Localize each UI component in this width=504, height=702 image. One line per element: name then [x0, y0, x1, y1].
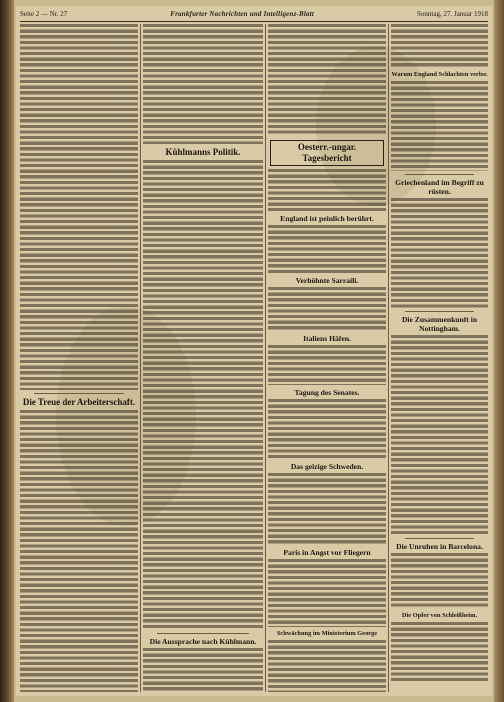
- article-body: [20, 24, 138, 390]
- page-edge: [494, 0, 504, 702]
- article-body: [391, 81, 488, 171]
- article-heading: Griechenland im Begriff zu rüsten.: [395, 178, 484, 196]
- article-separator: [405, 311, 474, 312]
- article-heading: England ist peinlich berührt.: [280, 214, 374, 223]
- column-1: [20, 24, 138, 692]
- article-heading: Kühlmanns Politik.: [165, 147, 241, 157]
- article-heading: Die Opfer von Schleißheim.: [401, 612, 478, 619]
- article-separator: [34, 393, 124, 394]
- article-body: [268, 559, 386, 627]
- article-separator: [405, 538, 474, 539]
- article-heading: Schwächung im Ministerium George: [276, 630, 378, 637]
- article-heading: Paris in Angst vor Fliegern: [283, 548, 371, 557]
- column-rule: [140, 24, 141, 692]
- article-heading: Das geizige Schweden.: [290, 462, 364, 471]
- article-heading-boxed: Oesterr.-ungar. Tagesbericht: [270, 140, 384, 166]
- article-separator: [405, 174, 474, 175]
- column-rule: [388, 24, 389, 692]
- header-page-number: Seite 2 — Nr. 27: [20, 10, 68, 18]
- article-body: [143, 24, 263, 144]
- column-rule: [265, 24, 266, 692]
- article-heading: Die Unruhen in Barcelona.: [396, 542, 483, 551]
- article-body: [268, 24, 386, 136]
- article-body: [391, 335, 488, 535]
- article-body: [268, 640, 386, 692]
- book-spine: [0, 0, 14, 702]
- column-3: [268, 24, 386, 692]
- article-body: [268, 169, 386, 211]
- article-heading: Tagung des Senates.: [294, 388, 360, 397]
- header-rule: [20, 21, 488, 22]
- column-4: [391, 24, 488, 692]
- article-body: [268, 345, 386, 385]
- newspaper-sheet: [16, 6, 492, 696]
- article-body: [391, 24, 488, 68]
- article-body: [391, 553, 488, 609]
- article-body: [391, 622, 488, 682]
- article-body: [268, 399, 386, 459]
- article-body: [268, 287, 386, 331]
- column-2: [143, 24, 263, 692]
- article-body: [143, 648, 263, 692]
- article-heading: Die Zusammenkunft in Nottingham.: [401, 315, 478, 333]
- article-body: [143, 160, 263, 630]
- article-separator: [157, 633, 249, 634]
- article-body: [268, 225, 386, 273]
- header-masthead: Frankfurter Nachrichten und Intelligenz-Blatt: [170, 10, 315, 18]
- header-date: Sonntag, 27. Januar 1918: [417, 10, 488, 18]
- article-heading: Italiens Häfen.: [303, 334, 351, 343]
- article-heading: Warum England Schlachten verlor.: [391, 71, 488, 78]
- article-heading: Die Aussprache nach Kühlmann.: [149, 637, 257, 646]
- article-heading: Verhöhnte Sarraili.: [295, 276, 359, 285]
- article-heading: Die Treue der Arbeiterschaft.: [22, 397, 136, 407]
- page-header: [20, 8, 488, 20]
- article-body: [20, 410, 138, 692]
- article-body: [268, 473, 386, 545]
- article-body: [391, 198, 488, 308]
